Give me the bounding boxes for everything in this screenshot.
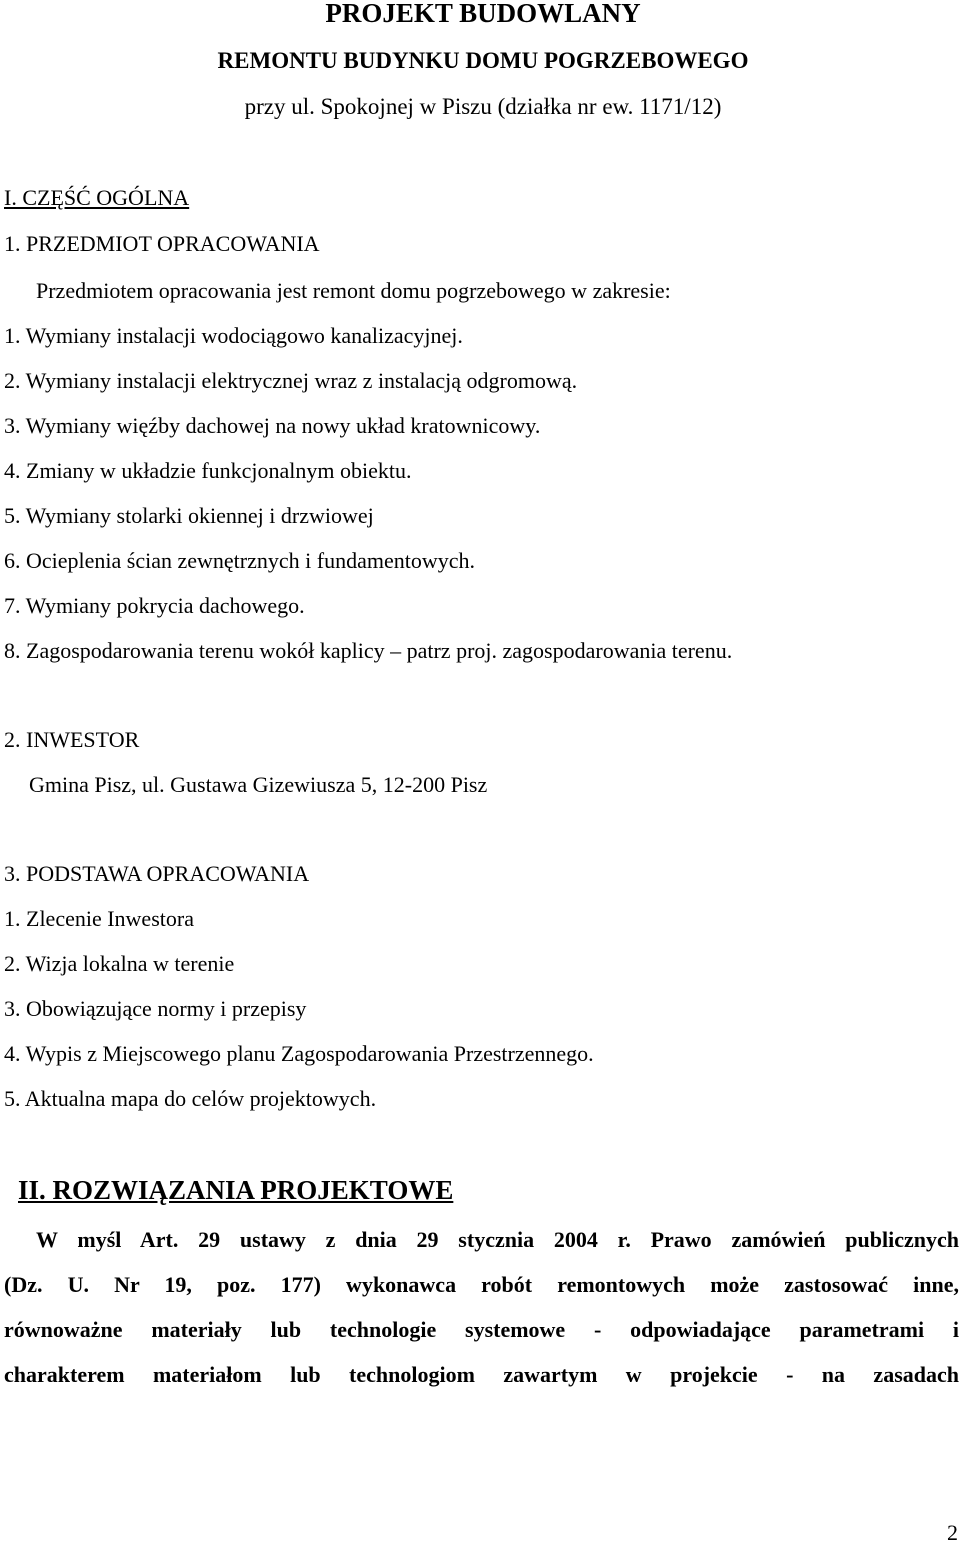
document-subtitle: REMONTU BUDYNKU DOMU POGRZEBOWEGO	[217, 48, 749, 73]
part2-paragraph-line-1: W myśl Art. 29 ustawy z dnia 29 stycznia 2004 r. Prawo zamówień publicznych	[36, 1227, 959, 1252]
section1-item-2: 2. Wymiany instalacji elektrycznej wraz z instalacją odgromową.	[4, 368, 578, 393]
part1-heading: I. CZĘŚĆ OGÓLNA	[4, 185, 190, 210]
section3-item-4: 4. Wypis z Miejscowego planu Zagospodarowania Przestrzennego.	[4, 1041, 594, 1066]
section1-item-5: 5. Wymiany stolarki okiennej i drzwiowej	[4, 503, 374, 528]
part2-paragraph-line-3: równoważne materiały lub technologie systemowe - odpowiadające parametrami i	[4, 1317, 959, 1342]
section1-item-1: 1. Wymiany instalacji wodociągowo kanalizacyjnej.	[4, 323, 463, 348]
section1-item-6: 6. Ocieplenia ścian zewnętrznych i fundamentowych.	[4, 548, 475, 573]
section1-heading: 1. PRZEDMIOT OPRACOWANIA	[4, 231, 320, 256]
section3-heading: 3. PODSTAWA OPRACOWANIA	[4, 861, 310, 886]
section1-item-7: 7. Wymiany pokrycia dachowego.	[4, 593, 305, 618]
document-title: PROJEKT BUDOWLANY	[325, 0, 641, 28]
document-location: przy ul. Spokojnej w Piszu (działka nr ew. 1171/12)	[244, 94, 722, 119]
page-number: 2	[947, 1520, 958, 1545]
section2-heading: 2. INWESTOR	[4, 727, 140, 752]
part2-heading: II. ROZWIĄZANIA PROJEKTOWE	[18, 1175, 454, 1205]
section2-text: Gmina Pisz, ul. Gustawa Gizewiusza 5, 12-200 Pisz	[29, 772, 488, 797]
part2-paragraph-line-2: (Dz. U. Nr 19, poz. 177) wykonawca robót remontowych może zastosować inne,	[4, 1272, 959, 1297]
section1-intro: Przedmiotem opracowania jest remont domu pogrzebowego w zakresie:	[36, 278, 671, 303]
part2-paragraph-line-4: charakterem materiałom lub technologiom zawartym w projekcie - na zasadach	[4, 1362, 959, 1387]
section3-item-5: 5. Aktualna mapa do celów projektowych.	[4, 1086, 377, 1111]
section3-item-3: 3. Obowiązujące normy i przepisy	[4, 996, 307, 1021]
section1-item-3: 3. Wymiany więźby dachowej na nowy układ kratownicowy.	[4, 413, 541, 438]
section3-item-1: 1. Zlecenie Inwestora	[4, 906, 194, 931]
section1-item-8: 8. Zagospodarowania terenu wokół kaplicy – patrz proj. zagospodarowania terenu.	[4, 638, 733, 663]
section1-item-4: 4. Zmiany w układzie funkcjonalnym obiektu.	[4, 458, 412, 483]
section3-item-2: 2. Wizja lokalna w terenie	[4, 951, 235, 976]
